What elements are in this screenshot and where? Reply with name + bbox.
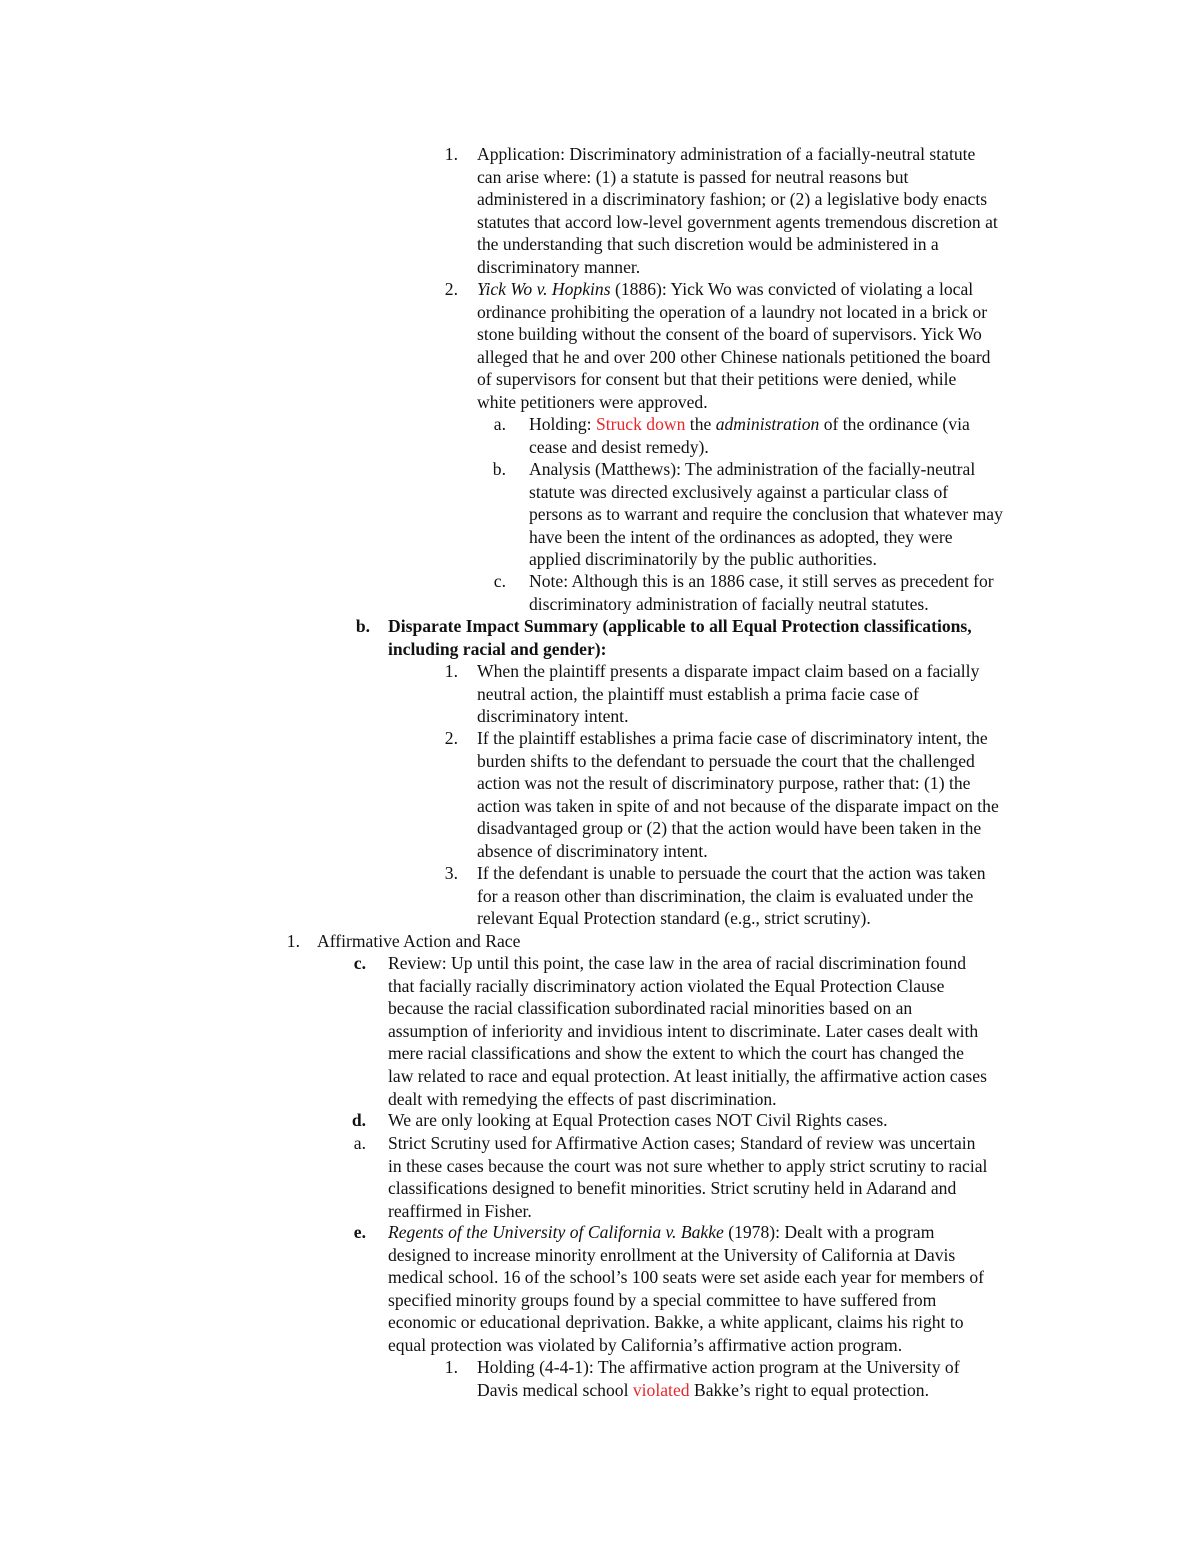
list-marker: c.: [353, 953, 366, 973]
line: the understanding that such discretion would be administered in a: [477, 234, 939, 255]
line: relevant Equal Protection standard (e.g., strict scrutiny).: [477, 908, 871, 929]
line: Review: Up until this point, the case law in the area of racial discrimination found: [388, 953, 966, 973]
line: Strict Scrutiny used for Affirmative Action cases; Standard of review was uncertain: [388, 1133, 976, 1153]
list-marker: 1.: [286, 931, 300, 951]
emphasis-text: administration: [715, 414, 820, 434]
line: dealt with remedying the effects of past discrimination.: [388, 1088, 777, 1109]
line: We are only looking at Equal Protection cases NOT Civil Rights cases.: [388, 1110, 888, 1130]
line: [388, 1221, 934, 1244]
list-marker: 1.: [444, 661, 458, 681]
list-marker: b.: [355, 616, 370, 636]
highlighted-text: violated: [632, 1379, 690, 1400]
line: that facially racially discriminatory action violated the Equal Protection Clause: [388, 975, 945, 996]
list-marker: 3.: [444, 863, 458, 883]
line: stone building without the consent of the board of supervisors. Yick Wo: [477, 324, 982, 345]
list-marker: e.: [353, 1222, 366, 1242]
list-marker: b.: [492, 459, 506, 479]
line: designed to increase minority enrollment at the University of California at Davis: [388, 1244, 956, 1265]
line: economic or educational deprivation. Bakke, a white applicant, claims his right to: [388, 1312, 964, 1333]
line: discriminatory manner.: [477, 257, 641, 277]
line: discriminatory intent.: [477, 706, 629, 727]
line: law related to race and equal protection. At least initially, the affirmative action cases: [388, 1066, 987, 1086]
list-marker: a.: [353, 1133, 366, 1153]
list-marker: a.: [493, 414, 506, 434]
holding-label: Holding:: [529, 414, 596, 434]
line: statutes that accord low-level government agents tremendous discretion at: [477, 211, 998, 232]
line: reaffirmed in Fisher.: [388, 1200, 532, 1221]
list-marker: 1.: [444, 1357, 458, 1377]
line: absence of discriminatory intent.: [477, 841, 708, 861]
line: white petitioners were approved.: [477, 392, 708, 412]
line: discriminatory administration of facially neutral statutes.: [529, 593, 929, 614]
list-marker: c.: [493, 571, 506, 591]
line: can arise where: (1) a statute is passed for neutral reasons but: [477, 166, 909, 187]
line-post: Bakke’s right to equal protection.: [689, 1379, 929, 1400]
line: for a reason other than discrimination, the claim is evaluated under the: [477, 885, 974, 906]
line: applied discriminatorily by the public authorities.: [529, 549, 877, 570]
line: cease and desist remedy).: [529, 436, 709, 457]
line: burden shifts to the defendant to persuade the court that the challenged: [477, 750, 975, 771]
line-rest: (1978): Dealt with a program: [723, 1222, 935, 1242]
list-marker: 2.: [444, 728, 458, 748]
line: classifications designed to benefit minorities. Strict scrutiny held in Adarand and: [388, 1178, 957, 1199]
line: of supervisors for consent but that their petitions were denied, while: [477, 369, 957, 390]
line: Analysis (Matthews): The administration of the facially-neutral: [529, 459, 976, 479]
line: action was taken in spite of and not because of the disparate impact on the: [477, 795, 999, 816]
case-name: Yick Wo v. Hopkins: [477, 279, 611, 299]
list-marker: 2.: [444, 279, 458, 299]
line-rest: of the ordinance (via: [819, 414, 970, 434]
line: If the plaintiff establishes a prima facie case of discriminatory intent, the: [477, 728, 988, 748]
line: Note: Although this is an 1886 case, it still serves as precedent for: [529, 571, 994, 591]
line: statute was directed exclusively against a particular class of: [529, 481, 949, 502]
line: medical school. 16 of the school’s 100 seats were set aside each year for members of: [388, 1267, 985, 1288]
list-marker: 1.: [444, 144, 458, 164]
highlighted-text: Struck down: [595, 414, 686, 434]
line: Application: Discriminatory administration of a facially-neutral statute: [477, 144, 976, 164]
case-name: Regents of the University of California v. Bakke: [388, 1222, 724, 1242]
line: persons as to warrant and require the conclusion that whatever may: [529, 504, 1003, 525]
line: administered in a discriminatory fashion; or (2) a legislative body enacts: [477, 189, 988, 210]
line: [477, 1379, 929, 1402]
line: ordinance prohibiting the operation of a laundry not located in a brick or: [477, 301, 988, 322]
line: Disparate Impact Summary (applicable to all Equal Protection classifications,: [388, 616, 972, 636]
line: [529, 413, 970, 436]
line: equal protection was violated by California’s affirmative action program.: [388, 1335, 903, 1355]
line: have been the intent of the ordinances as adopted, they were: [529, 526, 953, 547]
line-rest: (1886): Yick Wo was convicted of violating a local: [610, 279, 974, 299]
line: in these cases because the court was not sure whether to apply strict scrutiny to racial: [388, 1155, 988, 1176]
list-marker: d.: [351, 1110, 366, 1130]
line: neutral action, the plaintiff must establish a prima facie case of: [477, 683, 919, 704]
line: including racial and gender):: [388, 638, 607, 659]
line: [477, 278, 973, 301]
line: alleged that he and over 200 other Chinese nationals petitioned the board: [477, 346, 991, 367]
line-pre: Davis medical school: [477, 1379, 633, 1400]
line-mid: the: [685, 414, 716, 434]
line: disadvantaged group or (2) that the action would have been taken in the: [477, 818, 982, 839]
line: When the plaintiff presents a disparate impact claim based on a facially: [477, 661, 980, 681]
line: action was not the result of discriminatory purpose, rather that: (1) the: [477, 773, 971, 794]
line: Holding (4-4-1): The affirmative action program at the University of: [477, 1357, 960, 1377]
line: If the defendant is unable to persuade the court that the action was taken: [477, 863, 986, 883]
line: Affirmative Action and Race: [317, 931, 521, 951]
line: assumption of inferiority and invidious intent to discriminate. Later cases dealt with: [388, 1020, 979, 1041]
line: mere racial classifications and show the extent to which the court has changed the: [388, 1043, 964, 1064]
line: specified minority groups found by a special committee to have suffered from: [388, 1289, 937, 1310]
line: because the racial classification subordinated racial minorities based on an: [388, 998, 913, 1019]
